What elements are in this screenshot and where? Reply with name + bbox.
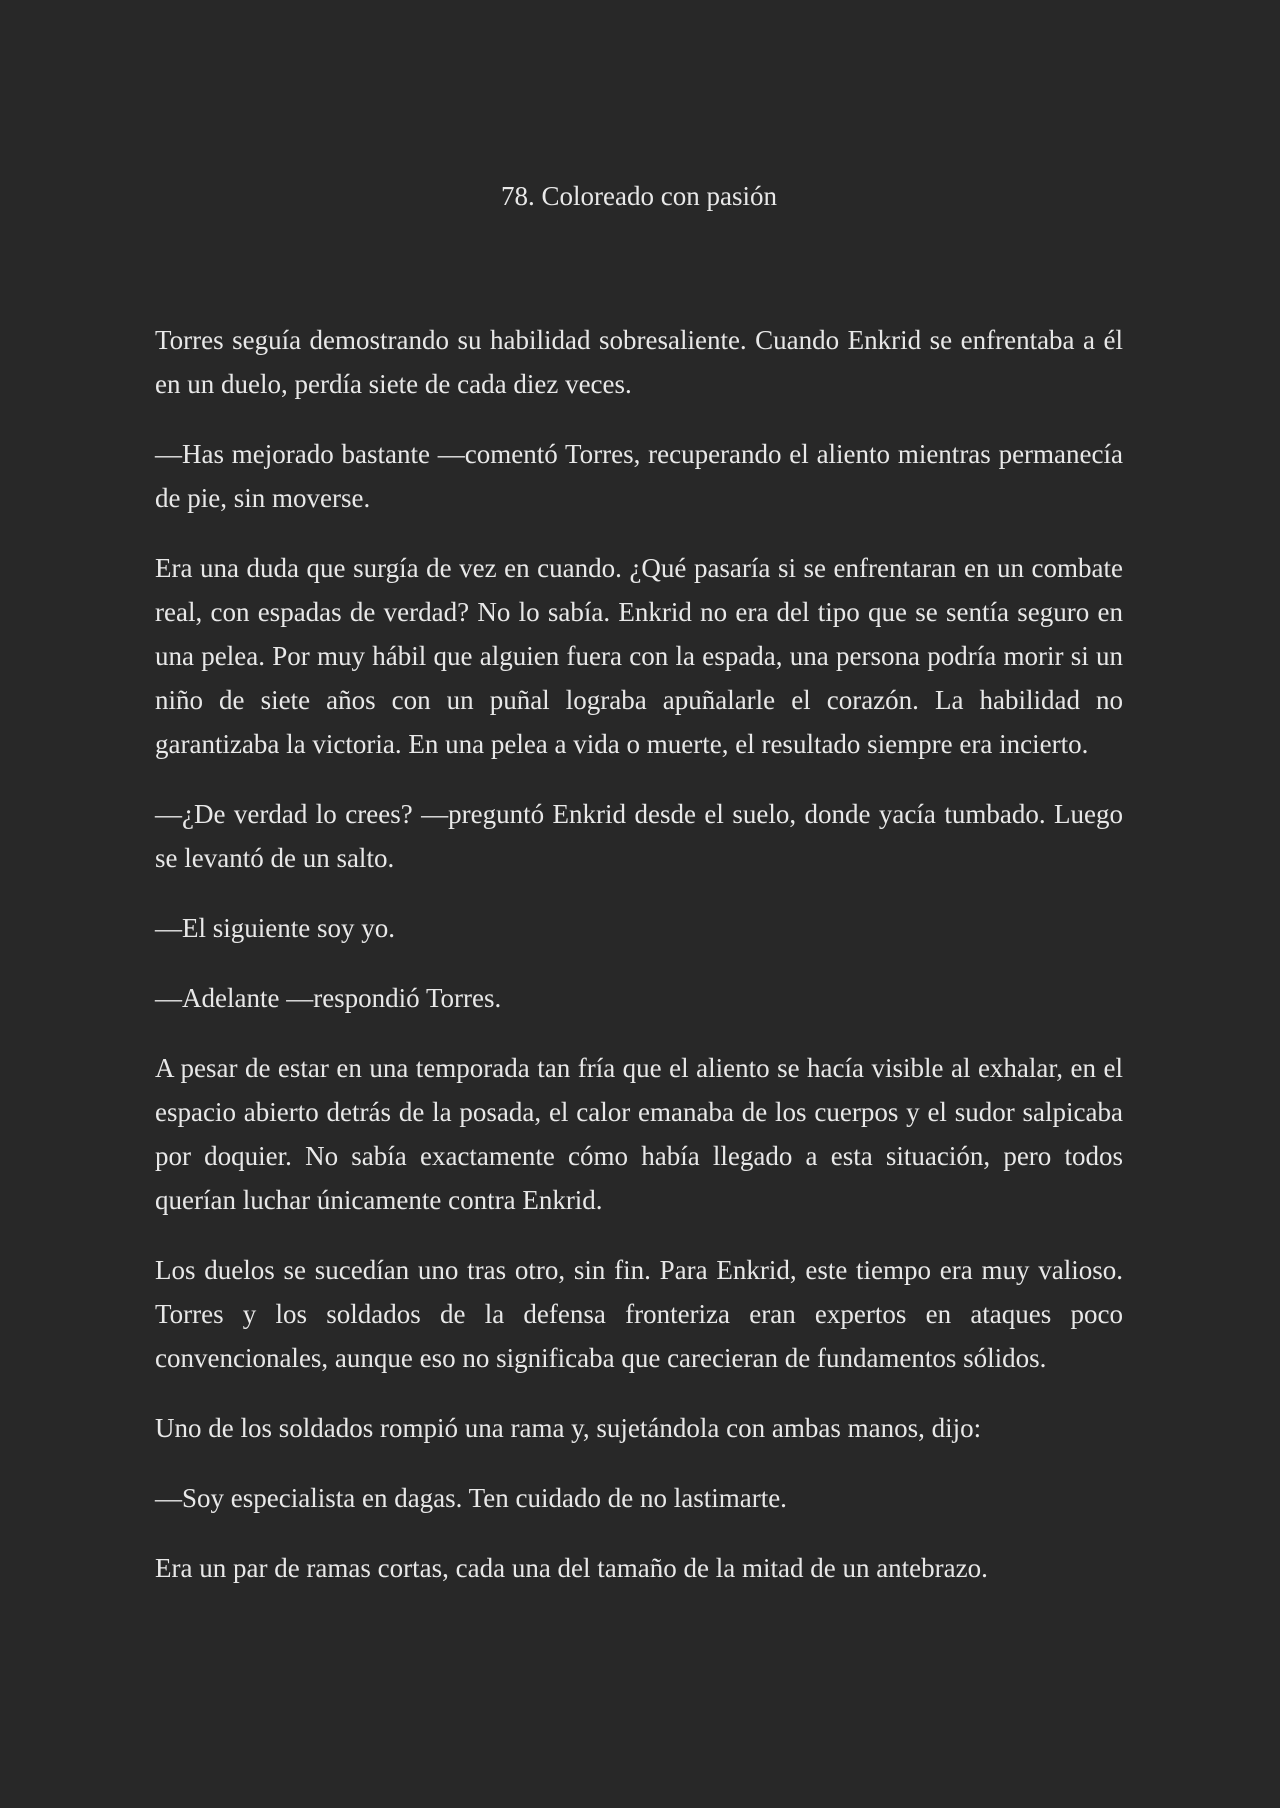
paragraph: —¿De verdad lo crees? —preguntó Enkrid desde el suelo, donde yacía tumbado. Luego se levantó de un salto. [155,799,1123,873]
paragraph: —Adelante —respondió Torres. [155,983,502,1013]
paragraph: Era un par de ramas cortas, cada una del tamaño de la mitad de un antebrazo. [155,1553,988,1583]
paragraph: Los duelos se sucedían uno tras otro, sin fin. Para Enkrid, este tiempo era muy valioso. Torres y los soldados de la defensa fronteriza eran expertos en ataques poco convencionales, aunque eso no significaba que carecieran de fundamentos sólidos. [155,1255,1123,1373]
paragraph: Era una duda que surgía de vez en cuando. ¿Qué pasaría si se enfrentaran en un combate real, con espadas de verdad? No lo sabía. Enkrid no era del tipo que se sentía seguro en una pelea. Por muy hábil que alguien fuera con la espada, una persona podría morir si un niño de siete años con un puñal lograba apuñalarle el corazón. La habilidad no garantizaba la victoria. En una pelea a vida o muerte, el resultado siempre era incierto. [155,553,1123,759]
paragraph: —Has mejorado bastante —comentó Torres, recuperando el aliento mientras permanecía de pie, sin moverse. [155,439,1123,513]
paragraph: A pesar de estar en una temporada tan fría que el aliento se hacía visible al exhalar, en el espacio abierto detrás de la posada, el calor emanaba de los cuerpos y el sudor salpicaba por doquier. No sabía exactamente cómo había llegado a esta situación, pero todos querían luchar únicamente contra Enkrid. [155,1053,1123,1215]
paragraph: Torres seguía demostrando su habilidad sobresaliente. Cuando Enkrid se enfrentaba a él en un duelo, perdía siete de cada diez veces. [155,325,1123,399]
paragraph: —El siguiente soy yo. [155,913,395,943]
paragraph: —Soy especialista en dagas. Ten cuidado de no lastimarte. [155,1483,787,1513]
chapter-body [155,318,1123,1590]
chapter-title: 78. Coloreado con pasión [501,181,777,211]
paragraph: Uno de los soldados rompió una rama y, sujetándola con ambas manos, dijo: [155,1413,982,1443]
reader-page [155,0,1123,1616]
